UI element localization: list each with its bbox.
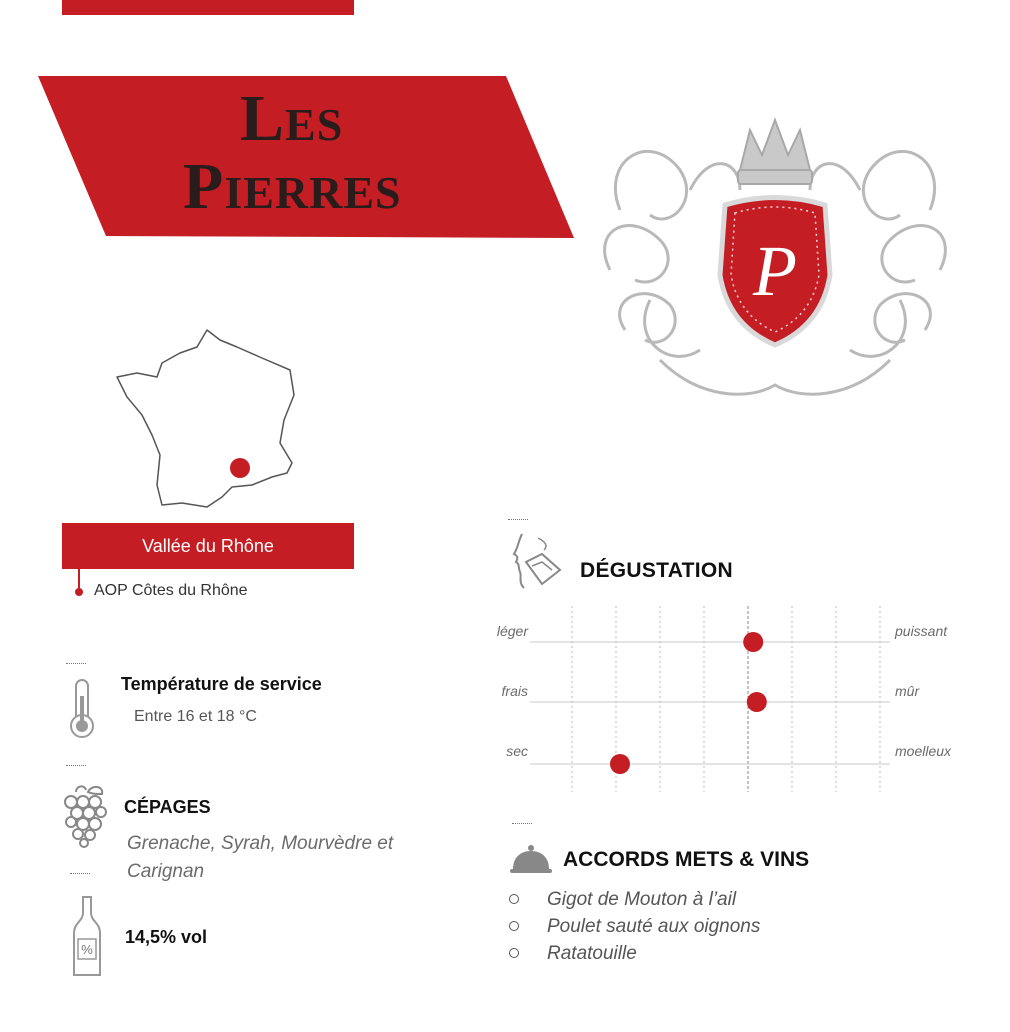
pairings-list <box>505 886 760 967</box>
appellation-label: AOP Côtes du Rhône <box>94 582 248 599</box>
france-map <box>112 325 302 515</box>
scale-left-label: sec <box>506 743 528 759</box>
crest-letter: P <box>753 231 797 311</box>
tasting-title: DÉGUSTATION <box>580 559 734 582</box>
alcohol-value: 14,5% vol <box>125 927 208 947</box>
bottle-label: % <box>81 942 93 957</box>
title-banner <box>38 76 574 238</box>
list-item <box>505 886 760 913</box>
scale-right-label: moelleux <box>895 743 952 759</box>
bullet-icon <box>509 948 519 958</box>
service-temperature-title: Température de service <box>121 674 322 694</box>
pairings-title: ACCORDS METS & VINS <box>563 848 810 871</box>
scale-left-label: léger <box>496 623 528 639</box>
tasting-face-icon <box>508 532 564 597</box>
scale-right-label: puissant <box>895 623 948 639</box>
wine-name-line-1: Les <box>240 82 344 155</box>
scale-marker <box>610 754 630 774</box>
scale-right-label: mûr <box>895 683 920 699</box>
separator <box>66 663 86 664</box>
scale-left-label: frais <box>501 683 528 699</box>
separator <box>70 873 90 874</box>
bottle-icon <box>72 895 102 982</box>
top-accent-bar <box>62 0 354 15</box>
grapes-value: Grenache, Syrah, Mourvèdre et Carignan <box>127 833 394 882</box>
pairing-item: Poulet sauté aux oignons <box>547 916 761 937</box>
separator <box>508 519 528 520</box>
bullet-icon <box>509 894 519 904</box>
bullet-icon <box>509 921 519 931</box>
scale-marker <box>743 632 763 652</box>
crest-logo <box>590 100 960 410</box>
separator <box>512 823 532 824</box>
cloche-icon <box>509 843 553 880</box>
list-item <box>505 913 760 940</box>
pairing-item: Gigot de Mouton à l’ail <box>547 889 737 910</box>
separator <box>66 765 86 766</box>
grapes-title: CÉPAGES <box>124 797 211 817</box>
list-item <box>505 940 760 967</box>
grapes-icon <box>62 782 108 853</box>
scale-marker <box>747 692 767 712</box>
thermometer-icon <box>66 678 98 745</box>
region-banner: Vallée du Rhône <box>62 523 354 569</box>
service-temperature-value: Entre 16 et 18 °C <box>134 708 257 725</box>
wine-name-line-2: Pierres <box>183 150 402 223</box>
region-marker <box>75 588 83 596</box>
pairing-item: Ratatouille <box>547 943 637 964</box>
tasting-scale-grid <box>520 606 900 796</box>
